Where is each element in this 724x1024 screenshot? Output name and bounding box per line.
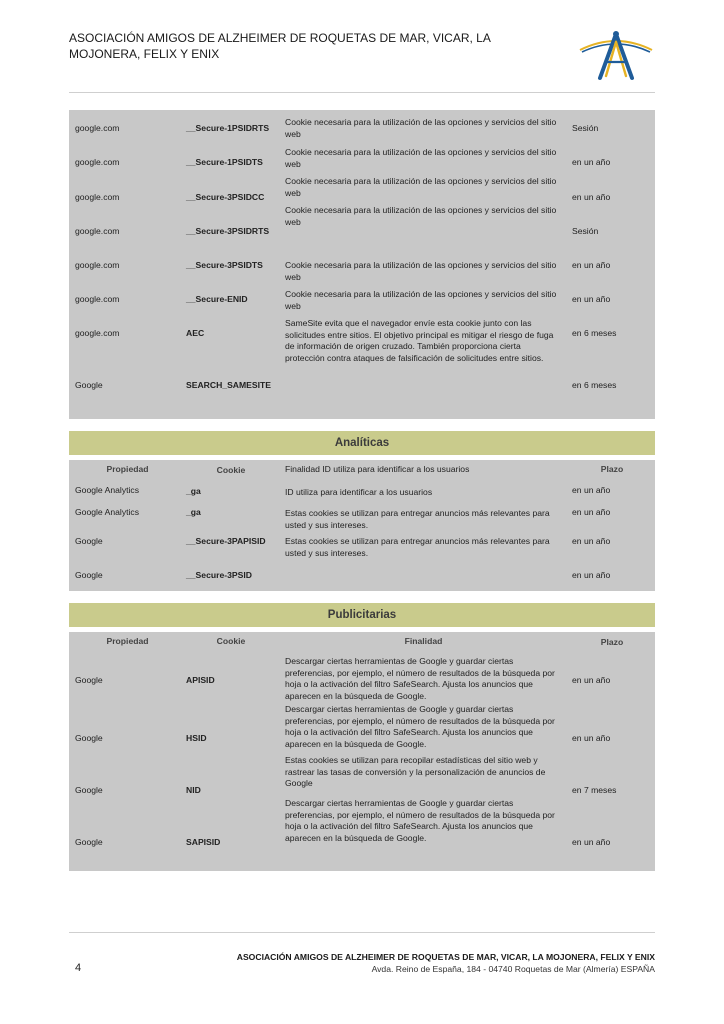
cell-cookie: SEARCH_SAMESITE bbox=[186, 380, 271, 390]
cell-propiedad: Google bbox=[75, 733, 103, 743]
cell-plazo: en un año bbox=[572, 485, 611, 495]
cell-finalidad: Descargar ciertas herramientas de Google y guardar ciertas preferencias, por ejemplo, el número de resultados de la búsqueda por hoja o la activación del filtro SafeSearch. Ajusta los anuncios que aparecen en la búsqueda de Google. bbox=[285, 798, 555, 843]
section-title-analiticas: Analíticas bbox=[69, 431, 655, 455]
header-finalidad: Finalidad bbox=[404, 636, 443, 646]
header-cookie: Cookie bbox=[216, 636, 246, 646]
cell-plazo: Sesión bbox=[572, 226, 599, 236]
header-plazo: Plazo bbox=[600, 464, 624, 474]
cell-finalidad: Descargar ciertas herramientas de Google y guardar ciertas preferencias, por ejemplo, el número de resultados de la búsqueda por hoja o la activación del filtro SafeSearch. Ajusta los anuncios que aparecen en la búsqueda de Google. bbox=[285, 656, 555, 701]
cell-propiedad: Google Analytics bbox=[75, 507, 140, 517]
cell-plazo: en un año bbox=[572, 507, 611, 517]
cell-plazo: en un año bbox=[572, 192, 611, 202]
cell-cookie: __Secure-1PSIDRTS bbox=[186, 123, 270, 133]
header-plazo: Plazo bbox=[600, 637, 624, 647]
cell-finalidad: Cookie necesaria para la utilización de las opciones y servicios del sitio web bbox=[285, 260, 557, 282]
footer-address: Avda. Reino de España, 184 - 04740 Roquetas de Mar (Almería) ESPAÑA bbox=[371, 964, 655, 974]
cell-cookie: AEC bbox=[186, 328, 205, 338]
cell-plazo: en un año bbox=[572, 157, 611, 167]
cell-finalidad: Estas cookies se utilizan para entregar anuncios más relevantes para usted y sus intereses. bbox=[285, 508, 550, 530]
header-propiedad: Propiedad bbox=[106, 464, 149, 474]
cell-plazo: en 6 meses bbox=[572, 328, 617, 338]
cell-plazo: en un año bbox=[572, 837, 611, 847]
cell-finalidad: Cookie necesaria para la utilización de las opciones y servicios del sitio web bbox=[285, 176, 557, 198]
cell-propiedad: Google bbox=[75, 380, 103, 390]
cell-cookie: __Secure-1PSIDTS bbox=[186, 157, 263, 167]
cell-cookie: __Secure-3PSIDRTS bbox=[186, 226, 270, 236]
cell-cookie: APISID bbox=[186, 675, 215, 685]
cell-finalidad: Estas cookies se utilizan para entregar anuncios más relevantes para usted y sus intereses. bbox=[285, 536, 550, 558]
document-header-title: ASOCIACIÓN AMIGOS DE ALZHEIMER DE ROQUETAS DE MAR, VICAR, LA MOJONERA, FELIX Y ENIX bbox=[69, 31, 491, 61]
cell-cookie: __Secure-ENID bbox=[186, 294, 248, 304]
cell-cookie: SAPISID bbox=[186, 837, 221, 847]
cell-finalidad: Descargar ciertas herramientas de Google y guardar ciertas preferencias, por ejemplo, el número de resultados de la búsqueda por hoja o la activación del filtro SafeSearch. Ajusta los anuncios que aparecen en la búsqueda de Google. bbox=[285, 704, 555, 749]
cell-propiedad: google.com bbox=[75, 294, 120, 304]
association-logo-icon bbox=[578, 28, 654, 84]
cell-plazo: en un año bbox=[572, 675, 611, 685]
cell-propiedad: Google bbox=[75, 675, 103, 685]
cell-cookie: _ga bbox=[186, 486, 201, 496]
header-propiedad: Propiedad bbox=[106, 636, 149, 646]
cell-cookie: NID bbox=[186, 785, 201, 795]
cell-finalidad: SameSite evita que el navegador envíe esta cookie junto con las solicitudes entre sitios. El objetivo principal es mitigar el riesgo de fuga de información de origen cruzado. También proporciona cierta protección contra ataques de falsificación de solicitudes entre sitios. bbox=[285, 318, 554, 363]
cell-propiedad: google.com bbox=[75, 192, 120, 202]
cell-propiedad: Google bbox=[75, 536, 103, 546]
cell-plazo: en 7 meses bbox=[572, 785, 617, 795]
cell-propiedad: google.com bbox=[75, 260, 120, 270]
section-title-publicitarias: Publicitarias bbox=[69, 603, 655, 627]
cell-propiedad: Google bbox=[75, 570, 103, 580]
cell-plazo: en un año bbox=[572, 294, 611, 304]
cell-plazo: en un año bbox=[572, 260, 611, 270]
cell-propiedad: google.com bbox=[75, 226, 120, 236]
cell-finalidad: Cookie necesaria para la utilización de las opciones y servicios del sitio web bbox=[285, 147, 557, 169]
cell-propiedad: Google bbox=[75, 837, 103, 847]
cell-cookie: _ga bbox=[186, 507, 201, 517]
cell-propiedad: google.com bbox=[75, 328, 120, 338]
cell-plazo: en un año bbox=[572, 536, 611, 546]
footer-rule bbox=[69, 932, 655, 933]
footer-org-name: ASOCIACIÓN AMIGOS DE ALZHEIMER DE ROQUETAS DE MAR, VICAR, LA MOJONERA, FELIX Y ENIX bbox=[236, 952, 655, 962]
cell-plazo: en un año bbox=[572, 570, 611, 580]
cell-propiedad: Google bbox=[75, 785, 103, 795]
cell-plazo: en 6 meses bbox=[572, 380, 617, 390]
cell-plazo: en un año bbox=[572, 733, 611, 743]
cell-cookie: __Secure-3PAPISID bbox=[186, 536, 266, 546]
cell-finalidad: Cookie necesaria para la utilización de las opciones y servicios del sitio web bbox=[285, 117, 557, 139]
cell-cookie: __Secure-3PSIDTS bbox=[186, 260, 263, 270]
cell-finalidad: Estas cookies se utilizan para recopilar estadísticas del sitio web y rastrear las tasas de conversión y la personalización de anuncios de Google bbox=[285, 755, 546, 788]
cell-cookie: __Secure-3PSIDCC bbox=[186, 192, 265, 202]
header-rule bbox=[69, 92, 655, 93]
header-finalidad: Finalidad ID utiliza para identificar a los usuarios bbox=[285, 464, 470, 474]
page-number: 4 bbox=[75, 962, 82, 974]
cell-finalidad: Cookie necesaria para la utilización de las opciones y servicios del sitio web bbox=[285, 289, 557, 311]
cell-plazo: Sesión bbox=[572, 123, 599, 133]
cell-propiedad: Google Analytics bbox=[75, 485, 140, 495]
cell-propiedad: google.com bbox=[75, 123, 120, 133]
cell-cookie: __Secure-3PSID bbox=[186, 570, 252, 580]
cell-propiedad: google.com bbox=[75, 157, 120, 167]
cell-finalidad: ID utiliza para identificar a los usuarios bbox=[285, 487, 433, 497]
header-cookie: Cookie bbox=[216, 465, 246, 475]
cell-cookie: HSID bbox=[186, 733, 207, 743]
cell-finalidad: Cookie necesaria para la utilización de las opciones y servicios del sitio web bbox=[285, 205, 557, 227]
